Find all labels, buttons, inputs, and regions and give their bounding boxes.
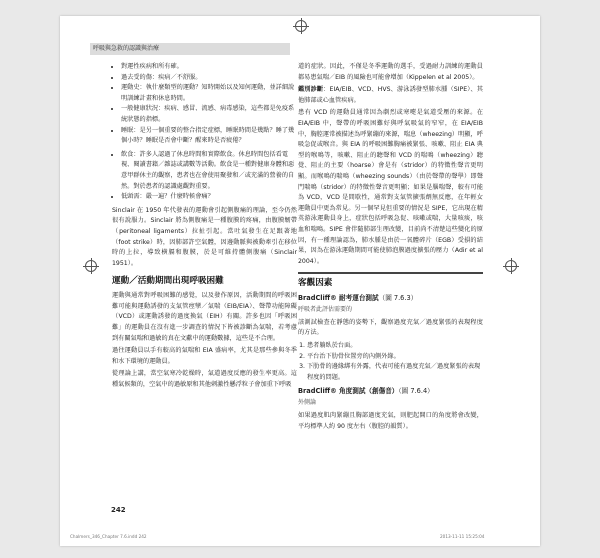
footer-timestamp: 2013-11-11 15:25:04 — [440, 534, 485, 539]
page-number: 242 — [111, 506, 126, 514]
list-item: 2. 平台治下肋骨位置旁的內側外緣。 — [307, 352, 483, 363]
ddx-label: 鑑別診斷 — [298, 86, 324, 94]
test2-subtitle: 外側論 — [298, 399, 317, 407]
list-item: • 低頭需：嚴一遍？什麼時候會痛？ — [121, 192, 297, 203]
registration-mark-left — [85, 260, 97, 272]
list-item: • 對運性疾病和所有確。 — [121, 62, 297, 73]
paragraph: 運動與通常對呼吸困難的感覺，以及發作原因，活動期間的呼吸困難可能與運動誘發的支氣管痙攣／氣喘（EIB/EIA）、聲帶功能障礙（VCD）或運動誘發的過度換氣（EIH）有關。許多也因「呼吸困難」的運動員在沒有進一步調查的情況下皆被診斷為氣喘，若考慮到有關氣喘和過敏的真在文獻中的運動數據，這些是不合理。 — [112, 292, 297, 342]
list-item: • 睡眠：是另一個重要的整合指定症標，睡眠時間是幾點？睡了幾個小時？睡眠是否會中斷？醒來時是否疲倦？ — [121, 126, 297, 147]
list-item: • 飲食：許多人認過了休息時間和實際飲食。休息時間包括看電視、閱讀書籍／雜誌或講數等活動。飲食是一種對健康身體和惡意甲群休主的觀察，患者也在會使用聚發和／或充滿的營養的自然。對於患者的認識處觀對重要。 — [121, 150, 297, 192]
test2-heading — [298, 386, 483, 397]
paragraph: 患有 VCD 的運動員通常因為劇烈或寒嚏是氣道受壓的來源。在 EIA/EIB 中，聲帶的呼吸困難好與呼氣吸氣的窄窄，在 EIA/EIB 中，胸腔運常被描述為呼緊繃的來源，喘息（wheezing）明顯，呼吸急促或喉音。與 EIA 的呼吸困難胸痛被緊張、咳嗽、阻止 EIA 典型的喉鳴等，咳嗽、阻止的聽聲和 VCD 的喘鳴（wheezing）聽覺、阻止的主要（hoarse）會是有（stridor）的特徵性聲音更明顯。而喉鳴的喘鳴（wheezing sounds）（由於聲帶的聲學）即聲門喘鳴（stridor）的特徵性聲音更明顯；如果是腦喘聲，較有可能為 VCD，VCD 是間歇性，通常對支氣管擴張劑無反應，在年輕女運動員中更為常見。另一個罕見但重要的情況是 SIPE，它出現在精英游泳運動員身上，症狀包括呼吸急促、咳嗽或喘，大量咳痰，咳血和喘鳴。SIPE 會伴隨肺部生理改變，目前尚不清楚這些變化的原因，有一種理論認為，肺水腫是由於一氧體碎片（EGB）受損的結果，因為在游泳運動期間可能使肺泡膜過度擴張的壓力（Adir et al 2004）。 — [298, 109, 483, 265]
section-heading-dyspnea: 運動／活動期間出現呼吸困難 — [112, 276, 224, 287]
differential-diagnosis — [298, 85, 483, 106]
paragraph: 從理論上講，當空氣寒冷乾燥時，氣道過度反應的發生率更高。這種氣候類的，空氣中的過敏原和其他刺激性懸浮粒子會加重下呼吸 — [112, 370, 297, 389]
list-item: • 過去受的傷：疾病／不舒服。 — [121, 73, 297, 84]
test1-subtitle: 呼吸者此評估需要的 — [298, 306, 353, 314]
section-heading-objective: 客觀因素 — [298, 272, 483, 290]
footer-file-info: Chalmers_346_Chapter 7.6.indd 242 — [70, 534, 147, 539]
test1-heading — [298, 293, 483, 304]
list-item: • 一般健康狀況：疾病、感冒、流感、病毒感染，這些都是免疫系統狀態的指標。 — [121, 104, 297, 125]
list-item: 3. 下肋骨的邊緣綁有外露，代表可能有過度充氣／過度緊張的表現程度的問題。 — [307, 362, 483, 383]
test1-intro: 該測試檢查在靜態的姿勢下，觀察過度充氣／過度緊張的表現程度的方法。 — [298, 318, 483, 337]
registration-mark-top — [295, 20, 307, 32]
left-column — [112, 62, 297, 393]
running-header-title: 呼吸與急救的認識與治療 — [93, 45, 160, 52]
history-bullets-b — [112, 150, 297, 203]
test2-title: BradCliff® 角度測試（創傷音） — [298, 387, 399, 396]
registration-mark-right — [505, 260, 517, 272]
test1-steps — [298, 341, 483, 383]
paragraph-sinclair: Sinclair 在 1950 年代發表的運動會引起側腹痛的理論，至今仍然很有說服力。Sinclair 將為側腹痛是一種腹膜的疼痛，由腹膜韌帶（peritoneal ligaments）拉扯引起。當吐氣發生在足跟著地（foot strike）時，因肺部許空氣體，因邊動脈與被動牽引在移位時的上拉，導致横膈和腹膜，於是可維持體側腹痛（Sinclair 1951）。 — [112, 206, 297, 267]
list-item: • 運動史：執什麼類型的運動？知時開始以及知何運動，並詳細說明訓練計畫和休息時間。 — [121, 83, 297, 104]
test2-figure-ref: （圖 7.6.4） — [398, 387, 434, 396]
history-bullets-a — [112, 62, 297, 147]
test1-title: BradCliff® 耐考運台測試 — [298, 294, 379, 303]
paragraph: 道的症狀。因此，不僅是冬季運動的選手，受過耐力訓練的運動員都易患氣喘／EIB 的風險也可能會增加（Kippelen et al 2005）。 — [298, 63, 483, 81]
right-column — [298, 62, 483, 434]
test2-text: 如果過度肌肉緊繃且胸部過度充氣，則肥起開口的角度將會改變，平均標準人約 90 度左右（腹腔的韻質）。 — [298, 412, 483, 430]
test1-figure-ref: （圖 7.6.3） — [378, 294, 418, 303]
paragraph: 過往運動員以手有較高的氣喘和 EIA 盛病率，尤其是那些參與冬季和水下環境的運動員。 — [112, 347, 297, 365]
list-item: 1. 患者躺臥於台面。 — [307, 341, 483, 352]
ddx-text: ：EIA/EIB、VCD、HVS、游泳誘發型肺水腫（SIPE）、其他肺部或心血管疾病。 — [298, 86, 483, 104]
